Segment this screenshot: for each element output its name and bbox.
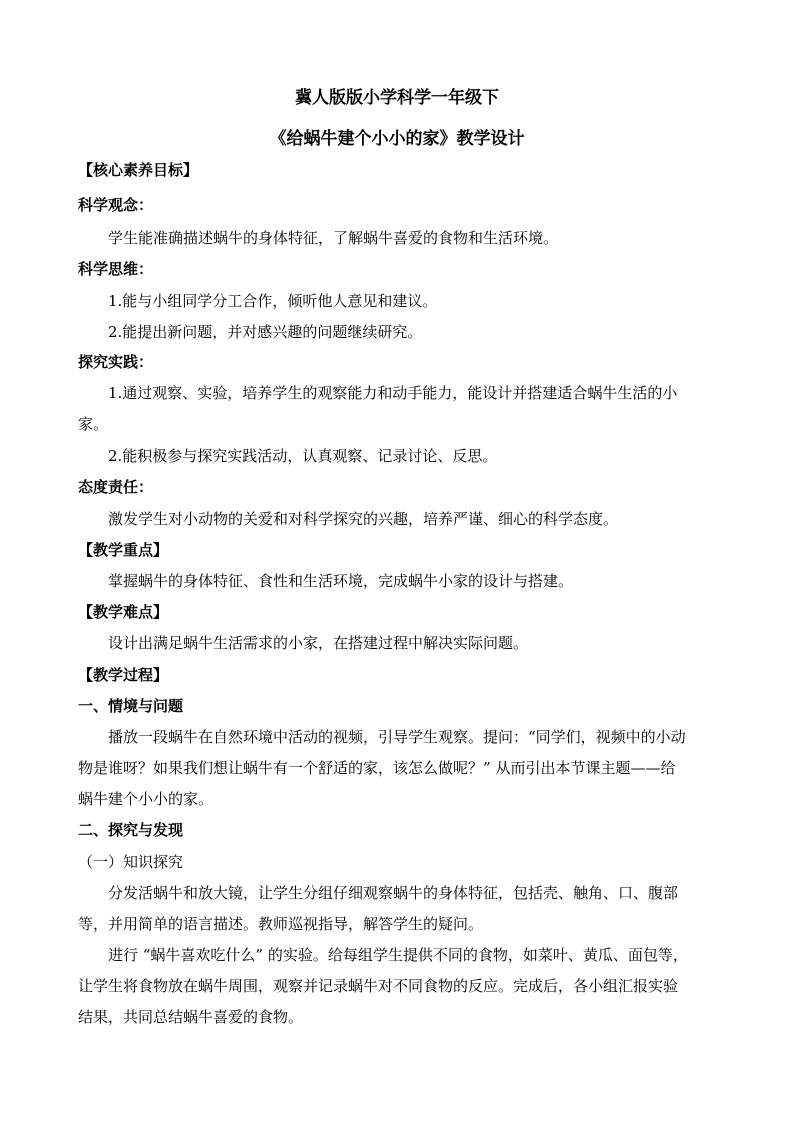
- inquiry-practice-heading: 探究实践：: [78, 353, 154, 371]
- section2-heading: 二、探究与发现: [78, 821, 184, 839]
- subsection1-paragraph2-line1: 进行 “蜗牛喜欢吃什么” 的实验。给每组学生提供不同的食物，如菜叶、黄瓜、面包等，: [108, 946, 688, 964]
- subsection1-paragraph2-line3: 结果，共同总结蜗牛喜爱的食物。: [78, 1008, 304, 1026]
- subsection1-paragraph2-line2: 让学生将食物放在蜗牛周围，观察并记录蜗牛对不同食物的反应。完成后，各小组汇报实验: [78, 977, 679, 995]
- subsection1-paragraph1-line2: 等，并用简单的语言描述。教师巡视指导，解答学生的疑问。: [78, 915, 484, 933]
- inquiry-practice-item-2: 2.能积极参与探究实践活动，认真观察、记录讨论、反思。: [108, 447, 498, 465]
- key-points-paragraph: 掌握蜗牛的身体特征、食性和生活环境，完成蜗牛小家的设计与搭建。: [108, 572, 574, 590]
- subsection1-paragraph1-line1: 分发活蜗牛和放大镜，让学生分组仔细观察蜗牛的身体特征，包括壳、触角、口、腹部: [108, 884, 679, 902]
- section1-paragraph-line2: 物是谁呀？如果我们想让蜗牛有一个舒适的家，该怎么做呢？” 从而引出本节课主题——给: [78, 759, 676, 777]
- attitude-paragraph: 激发学生对小动物的关爱和对科学探究的兴趣，培养严谨、细心的科学态度。: [108, 510, 619, 528]
- section1-heading: 一、情境与问题: [78, 697, 184, 715]
- key-points-heading: 【教学重点】: [78, 541, 169, 559]
- subsection1-heading: （一）知识探究: [78, 853, 184, 871]
- science-thinking-heading: 科学思维：: [78, 260, 154, 278]
- core-goals-heading: 【核心素养目标】: [78, 161, 199, 179]
- difficulties-paragraph: 设计出满足蜗牛生活需求的小家，在搭建过程中解决实际问题。: [108, 634, 529, 652]
- document-title-line2: 《给蜗牛建个小小的家》教学设计: [269, 129, 525, 149]
- section1-paragraph-line1: 播放一段蜗牛在自然环境中活动的视频，引导学生观察。提问：“同学们，视频中的小动: [108, 728, 686, 746]
- science-thinking-item-1: 1.能与小组同学分工合作，倾听他人意见和建议。: [108, 292, 438, 310]
- difficulties-heading: 【教学难点】: [78, 603, 169, 621]
- science-thinking-item-2: 2.能提出新问题，并对感兴趣的问题继续研究。: [108, 323, 423, 341]
- science-concept-heading: 科学观念：: [78, 196, 154, 214]
- section1-paragraph-line3: 蜗牛建个小小的家。: [78, 790, 214, 808]
- document-title-line1: 冀人版版小学科学一年级下: [295, 88, 499, 108]
- inquiry-practice-item-1-line1: 1.通过观察、实验，培养学生的观察能力和动手能力，能设计并搭建适合蜗牛生活的小: [108, 384, 678, 402]
- inquiry-practice-item-1-line2: 家。: [78, 415, 109, 433]
- process-heading: 【教学过程】: [78, 666, 169, 684]
- attitude-heading: 态度责任：: [78, 478, 154, 496]
- science-concept-paragraph: 学生能准确描述蜗牛的身体特征，了解蜗牛喜爱的食物和生活环境。: [108, 229, 559, 247]
